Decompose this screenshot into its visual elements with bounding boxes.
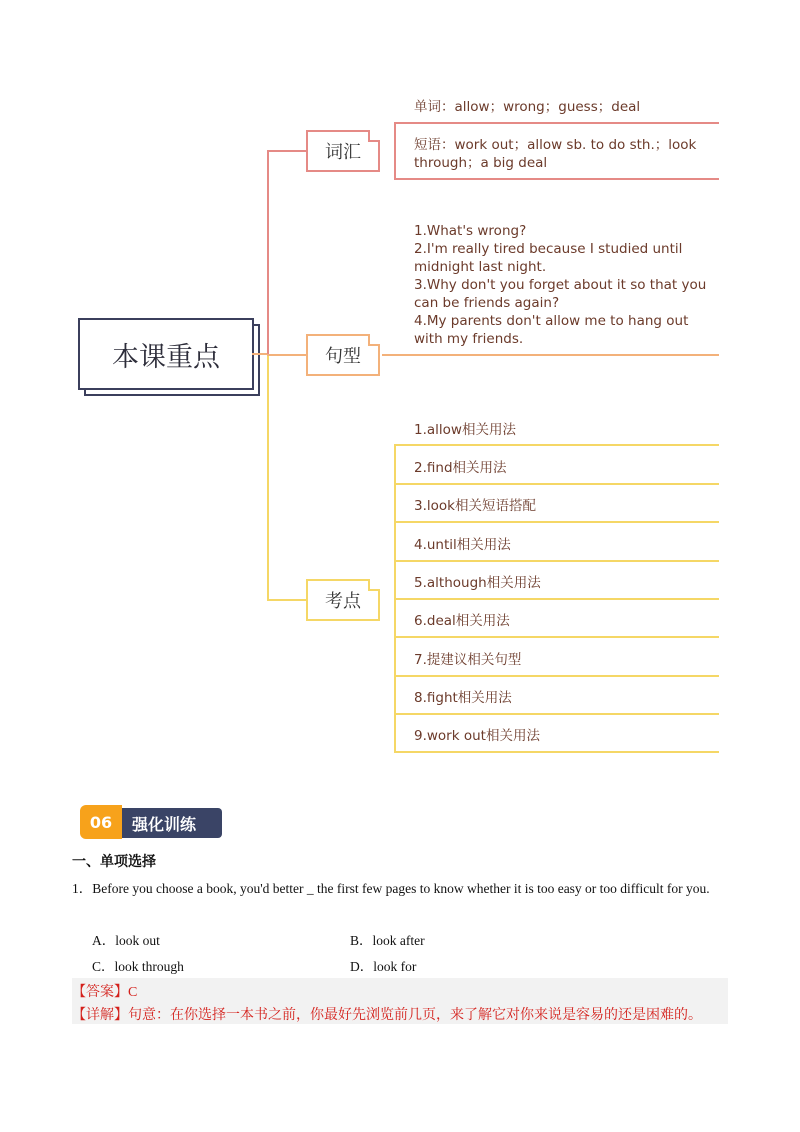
option-d-text: look for	[373, 959, 417, 974]
answer-line	[72, 981, 137, 1001]
points-leaf-9: 9.work out相关用法	[414, 728, 540, 744]
answer-label: 【答案】	[72, 985, 128, 1000]
points-leaf-3: 3.look相关短语搭配	[414, 498, 536, 514]
vocab-leaf-2: 短语：work out；allow sb. to do sth.；look through；a big deal	[414, 137, 697, 171]
points-leaf-2: 2.find相关用法	[414, 460, 507, 476]
main-topic-label: 本课重点	[112, 341, 220, 373]
option-b-key: B．	[350, 933, 373, 948]
category-points-label: 考点	[325, 591, 361, 612]
section-title-badge	[120, 808, 222, 838]
option-c-key: C．	[92, 959, 115, 974]
option-d	[350, 955, 416, 975]
section-number-badge	[80, 805, 122, 839]
points-leaf-5: 5.although相关用法	[414, 575, 541, 591]
sentence-line-4: 4.My parents don't allow me to hang out with my friends.	[414, 313, 689, 347]
question-number: 1．	[72, 881, 93, 896]
vocab-leaf-2-line	[394, 178, 719, 180]
branch-vocab-link	[267, 150, 307, 152]
option-d-key: D．	[350, 959, 374, 974]
vocab-leaf-stem	[394, 122, 396, 180]
note-fold-icon	[368, 579, 380, 591]
sentence-leaf-line	[382, 354, 719, 356]
points-leaf-7: 7.提建议相关句型	[414, 652, 522, 668]
category-sentence	[306, 334, 380, 376]
category-vocab-label: 词汇	[325, 142, 361, 163]
option-b-text: look after	[372, 933, 425, 948]
question-stem-after: the first few pages to know whether it is too easy or too difficult for you.	[313, 881, 710, 896]
branch-vocab-trunk	[267, 150, 269, 354]
question-stem	[72, 876, 722, 902]
detail-text: 句意：在你选择一本书之前，你最好先浏览前几页，来了解它对你来说是容易的还是困难的。	[128, 1008, 702, 1023]
connector-main	[252, 353, 268, 355]
branch-points-trunk	[267, 354, 269, 600]
points-leaf-3-line	[394, 521, 719, 523]
points-leaf-9-line	[394, 751, 719, 753]
answer-block	[72, 978, 728, 1024]
points-leaf-5-line	[394, 598, 719, 600]
vocab-leaf-1: 单词：allow；wrong；guess；deal	[414, 99, 641, 115]
points-leaf-4: 4.until相关用法	[414, 537, 511, 553]
category-points	[306, 579, 380, 621]
part-heading: 一、单项选择	[72, 854, 156, 870]
option-c-text: look through	[114, 959, 184, 974]
points-leaf-7-line	[394, 675, 719, 677]
option-c	[92, 955, 184, 975]
category-vocab	[306, 130, 380, 172]
branch-sentence-link	[267, 354, 307, 356]
section-number: 06	[89, 812, 113, 832]
option-b	[350, 929, 425, 949]
note-fold-icon	[368, 130, 380, 142]
option-a	[92, 929, 160, 949]
option-a-text: look out	[115, 933, 160, 948]
points-leaf-4-line	[394, 560, 719, 562]
detail-line	[72, 1004, 702, 1024]
branch-points-link	[267, 599, 307, 601]
detail-label: 【详解】	[72, 1008, 128, 1023]
points-leaf-6: 6.deal相关用法	[414, 613, 510, 629]
points-leaf-1: 1.allow相关用法	[414, 422, 516, 438]
sentence-line-3: 3.Why don't you forget about it so that you can be friends again?	[414, 277, 707, 311]
answer-value: C	[128, 985, 138, 1000]
question-blank: _	[306, 881, 314, 896]
section-title: 强化训练	[132, 814, 197, 834]
sentence-line-1: 1.What's wrong?	[414, 223, 527, 239]
category-sentence-label: 句型	[325, 346, 361, 367]
sentence-line-2: 2.I'm really tired because I studied until midnight last night.	[414, 241, 683, 275]
points-leaf-8-line	[394, 713, 719, 715]
question-stem-before: Before you choose a book, you'd better	[92, 881, 307, 896]
points-leaf-8: 8.fight相关用法	[414, 690, 512, 706]
points-leaf-1-line	[394, 444, 719, 446]
sentence-leaf-group	[414, 222, 714, 348]
option-a-key: A．	[92, 933, 116, 948]
points-leaf-6-line	[394, 636, 719, 638]
points-leaf-2-line	[394, 483, 719, 485]
main-topic	[78, 318, 254, 390]
note-fold-icon	[368, 334, 380, 346]
vocab-leaf-1-line	[394, 122, 719, 124]
